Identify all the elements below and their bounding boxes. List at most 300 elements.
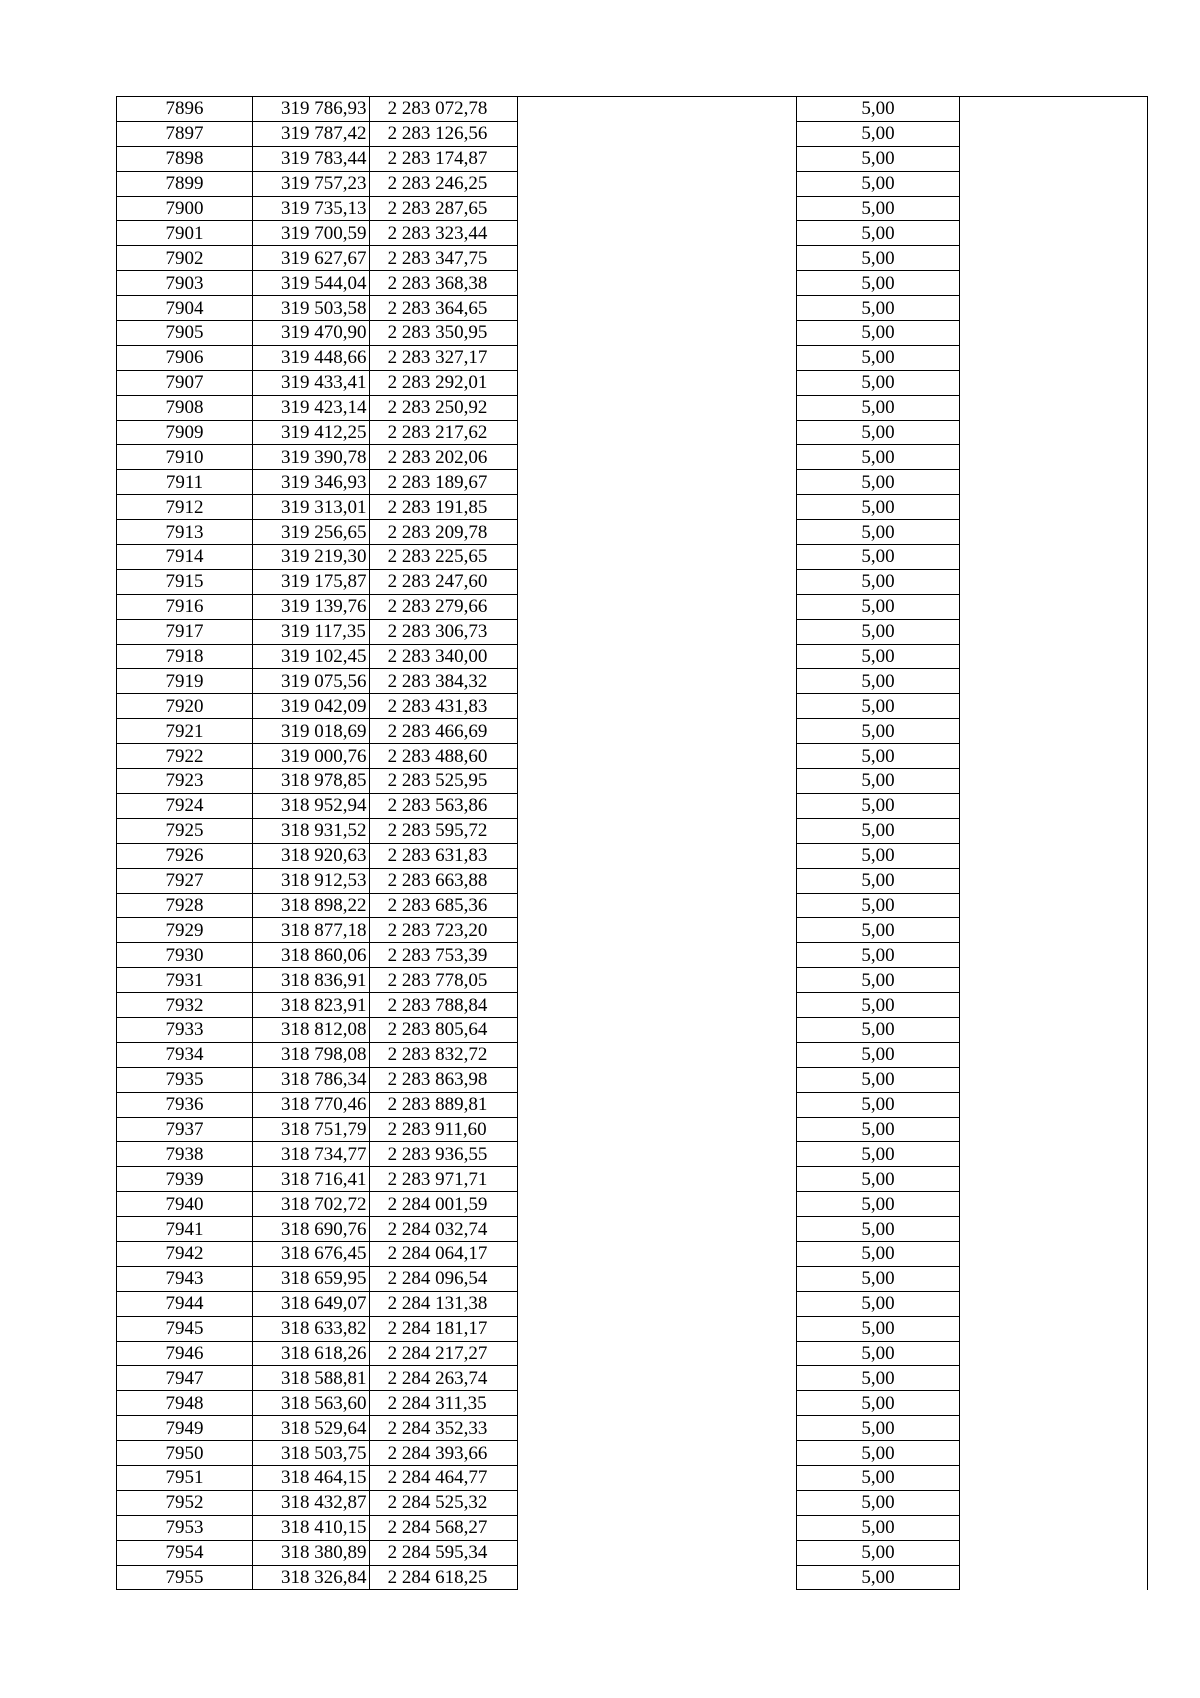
x-coordinate-cell: 318 503,75 (253, 1441, 370, 1466)
x-coordinate-cell: 319 117,35 (253, 619, 370, 644)
notes-cell (959, 1042, 1147, 1067)
y-coordinate-cell: 2 284 064,17 (369, 1241, 517, 1266)
point-number-cell: 7910 (117, 445, 253, 470)
blank-cell (517, 644, 796, 669)
blank-cell (517, 271, 796, 296)
accuracy-cell: 5,00 (797, 1092, 960, 1117)
notes-cell (959, 520, 1147, 545)
blank-cell (517, 495, 796, 520)
blank-cell (517, 1515, 796, 1540)
blank-cell (517, 520, 796, 545)
table-row (117, 1117, 1148, 1142)
table-row (117, 669, 1148, 694)
x-coordinate-cell: 318 836,91 (253, 968, 370, 993)
accuracy-cell: 5,00 (797, 196, 960, 221)
notes-cell (959, 1217, 1147, 1242)
accuracy-cell: 5,00 (797, 669, 960, 694)
table-row (117, 171, 1148, 196)
y-coordinate-cell: 2 283 202,06 (369, 445, 517, 470)
accuracy-cell: 5,00 (797, 1117, 960, 1142)
x-coordinate-cell: 318 380,89 (253, 1540, 370, 1565)
notes-cell (959, 744, 1147, 769)
notes-cell (959, 420, 1147, 445)
x-coordinate-cell: 318 877,18 (253, 918, 370, 943)
x-coordinate-cell: 319 000,76 (253, 744, 370, 769)
notes-cell (959, 1266, 1147, 1291)
accuracy-cell: 5,00 (797, 644, 960, 669)
y-coordinate-cell: 2 283 911,60 (369, 1117, 517, 1142)
notes-cell (959, 569, 1147, 594)
accuracy-cell: 5,00 (797, 843, 960, 868)
table-row (117, 420, 1148, 445)
accuracy-cell: 5,00 (797, 1465, 960, 1490)
point-number-cell: 7933 (117, 1017, 253, 1042)
y-coordinate-cell: 2 284 595,34 (369, 1540, 517, 1565)
accuracy-cell: 5,00 (797, 1341, 960, 1366)
table-row (117, 1441, 1148, 1466)
blank-cell (517, 569, 796, 594)
y-coordinate-cell: 2 284 263,74 (369, 1366, 517, 1391)
accuracy-cell: 5,00 (797, 121, 960, 146)
table-row (117, 1017, 1148, 1042)
x-coordinate-cell: 318 563,60 (253, 1391, 370, 1416)
point-number-cell: 7926 (117, 843, 253, 868)
blank-cell (517, 545, 796, 570)
x-coordinate-cell: 319 175,87 (253, 569, 370, 594)
blank-cell (517, 1291, 796, 1316)
y-coordinate-cell: 2 283 323,44 (369, 221, 517, 246)
y-coordinate-cell: 2 283 292,01 (369, 370, 517, 395)
table-row (117, 1192, 1148, 1217)
notes-cell (959, 470, 1147, 495)
accuracy-cell: 5,00 (797, 345, 960, 370)
x-coordinate-cell: 319 075,56 (253, 669, 370, 694)
table-row (117, 1565, 1148, 1590)
point-number-cell: 7943 (117, 1266, 253, 1291)
x-coordinate-cell: 319 018,69 (253, 719, 370, 744)
table-row (117, 271, 1148, 296)
accuracy-cell: 5,00 (797, 1316, 960, 1341)
x-coordinate-cell: 318 410,15 (253, 1515, 370, 1540)
table-row (117, 644, 1148, 669)
table-row (117, 1042, 1148, 1067)
point-number-cell: 7941 (117, 1217, 253, 1242)
x-coordinate-cell: 318 952,94 (253, 793, 370, 818)
point-number-cell: 7922 (117, 744, 253, 769)
x-coordinate-cell: 318 618,26 (253, 1341, 370, 1366)
point-number-cell: 7940 (117, 1192, 253, 1217)
notes-cell (959, 769, 1147, 794)
y-coordinate-cell: 2 283 250,92 (369, 395, 517, 420)
blank-cell (517, 1416, 796, 1441)
x-coordinate-cell: 318 786,34 (253, 1067, 370, 1092)
notes-cell (959, 1341, 1147, 1366)
notes-cell (959, 918, 1147, 943)
point-number-cell: 7955 (117, 1565, 253, 1590)
blank-cell (517, 370, 796, 395)
x-coordinate-cell: 319 313,01 (253, 495, 370, 520)
y-coordinate-cell: 2 283 246,25 (369, 171, 517, 196)
point-number-cell: 7939 (117, 1167, 253, 1192)
blank-cell (517, 868, 796, 893)
point-number-cell: 7911 (117, 470, 253, 495)
table-row (117, 395, 1148, 420)
blank-cell (517, 769, 796, 794)
table-row (117, 1291, 1148, 1316)
point-number-cell: 7923 (117, 769, 253, 794)
notes-cell (959, 121, 1147, 146)
y-coordinate-cell: 2 283 209,78 (369, 520, 517, 545)
notes-cell (959, 1565, 1147, 1590)
point-number-cell: 7909 (117, 420, 253, 445)
blank-cell (517, 1241, 796, 1266)
notes-cell (959, 1167, 1147, 1192)
y-coordinate-cell: 2 283 631,83 (369, 843, 517, 868)
blank-cell (517, 1441, 796, 1466)
x-coordinate-cell: 318 702,72 (253, 1192, 370, 1217)
accuracy-cell: 5,00 (797, 1366, 960, 1391)
y-coordinate-cell: 2 283 327,17 (369, 345, 517, 370)
accuracy-cell: 5,00 (797, 569, 960, 594)
notes-cell (959, 1416, 1147, 1441)
y-coordinate-cell: 2 283 126,56 (369, 121, 517, 146)
table-row (117, 1391, 1148, 1416)
x-coordinate-cell: 318 529,64 (253, 1416, 370, 1441)
notes-cell (959, 1092, 1147, 1117)
accuracy-cell: 5,00 (797, 1017, 960, 1042)
blank-cell (517, 818, 796, 843)
table-row (117, 520, 1148, 545)
point-number-cell: 7952 (117, 1490, 253, 1515)
notes-cell (959, 1366, 1147, 1391)
table-row (117, 1316, 1148, 1341)
point-number-cell: 7916 (117, 594, 253, 619)
notes-cell (959, 196, 1147, 221)
x-coordinate-cell: 319 787,42 (253, 121, 370, 146)
accuracy-cell: 5,00 (797, 420, 960, 445)
accuracy-cell: 5,00 (797, 1490, 960, 1515)
accuracy-cell: 5,00 (797, 1217, 960, 1242)
notes-cell (959, 1316, 1147, 1341)
accuracy-cell: 5,00 (797, 296, 960, 321)
table-row (117, 968, 1148, 993)
table-row (117, 893, 1148, 918)
table-row (117, 1515, 1148, 1540)
table-row (117, 793, 1148, 818)
x-coordinate-cell: 318 734,77 (253, 1142, 370, 1167)
x-coordinate-cell: 319 433,41 (253, 370, 370, 395)
y-coordinate-cell: 2 283 778,05 (369, 968, 517, 993)
accuracy-cell: 5,00 (797, 1416, 960, 1441)
point-number-cell: 7901 (117, 221, 253, 246)
y-coordinate-cell: 2 283 191,85 (369, 495, 517, 520)
blank-cell (517, 1217, 796, 1242)
point-number-cell: 7934 (117, 1042, 253, 1067)
blank-cell (517, 1017, 796, 1042)
blank-cell (517, 296, 796, 321)
point-number-cell: 7948 (117, 1391, 253, 1416)
point-number-cell: 7944 (117, 1291, 253, 1316)
blank-cell (517, 893, 796, 918)
x-coordinate-cell: 318 326,84 (253, 1565, 370, 1590)
blank-cell (517, 843, 796, 868)
x-coordinate-cell: 319 256,65 (253, 520, 370, 545)
notes-cell (959, 619, 1147, 644)
point-number-cell: 7945 (117, 1316, 253, 1341)
x-coordinate-cell: 318 649,07 (253, 1291, 370, 1316)
notes-cell (959, 868, 1147, 893)
x-coordinate-cell: 318 912,53 (253, 868, 370, 893)
notes-cell (959, 968, 1147, 993)
point-number-cell: 7931 (117, 968, 253, 993)
point-number-cell: 7927 (117, 868, 253, 893)
accuracy-cell: 5,00 (797, 271, 960, 296)
blank-cell (517, 993, 796, 1018)
blank-cell (517, 146, 796, 171)
x-coordinate-cell: 319 139,76 (253, 594, 370, 619)
point-number-cell: 7929 (117, 918, 253, 943)
notes-cell (959, 271, 1147, 296)
notes-cell (959, 893, 1147, 918)
y-coordinate-cell: 2 283 685,36 (369, 893, 517, 918)
blank-cell (517, 1465, 796, 1490)
accuracy-cell: 5,00 (797, 545, 960, 570)
y-coordinate-cell: 2 283 225,65 (369, 545, 517, 570)
blank-cell (517, 943, 796, 968)
table-row (117, 993, 1148, 1018)
y-coordinate-cell: 2 283 753,39 (369, 943, 517, 968)
y-coordinate-cell: 2 284 311,35 (369, 1391, 517, 1416)
table-row (117, 370, 1148, 395)
table-row (117, 97, 1148, 122)
point-number-cell: 7954 (117, 1540, 253, 1565)
blank-cell (517, 719, 796, 744)
point-number-cell: 7930 (117, 943, 253, 968)
accuracy-cell: 5,00 (797, 171, 960, 196)
table-row (117, 1341, 1148, 1366)
notes-cell (959, 719, 1147, 744)
blank-cell (517, 694, 796, 719)
notes-cell (959, 943, 1147, 968)
accuracy-cell: 5,00 (797, 1441, 960, 1466)
point-number-cell: 7900 (117, 196, 253, 221)
x-coordinate-cell: 319 544,04 (253, 271, 370, 296)
accuracy-cell: 5,00 (797, 97, 960, 122)
y-coordinate-cell: 2 283 863,98 (369, 1067, 517, 1092)
x-coordinate-cell: 319 423,14 (253, 395, 370, 420)
x-coordinate-cell: 318 770,46 (253, 1092, 370, 1117)
point-number-cell: 7908 (117, 395, 253, 420)
notes-cell (959, 1067, 1147, 1092)
accuracy-cell: 5,00 (797, 1515, 960, 1540)
x-coordinate-cell: 319 783,44 (253, 146, 370, 171)
point-number-cell: 7946 (117, 1341, 253, 1366)
table-row (117, 719, 1148, 744)
x-coordinate-cell: 318 659,95 (253, 1266, 370, 1291)
coordinates-table (116, 96, 1148, 1590)
x-coordinate-cell: 318 464,15 (253, 1465, 370, 1490)
table-row (117, 594, 1148, 619)
table-row (117, 470, 1148, 495)
notes-cell (959, 545, 1147, 570)
table-row (117, 296, 1148, 321)
accuracy-cell: 5,00 (797, 1266, 960, 1291)
blank-cell (517, 1366, 796, 1391)
table-row (117, 569, 1148, 594)
accuracy-cell: 5,00 (797, 918, 960, 943)
blank-cell (517, 1192, 796, 1217)
accuracy-cell: 5,00 (797, 694, 960, 719)
accuracy-cell: 5,00 (797, 221, 960, 246)
blank-cell (517, 1490, 796, 1515)
accuracy-cell: 5,00 (797, 1192, 960, 1217)
x-coordinate-cell: 318 931,52 (253, 818, 370, 843)
notes-cell (959, 171, 1147, 196)
point-number-cell: 7907 (117, 370, 253, 395)
table-row (117, 744, 1148, 769)
x-coordinate-cell: 318 716,41 (253, 1167, 370, 1192)
y-coordinate-cell: 2 284 464,77 (369, 1465, 517, 1490)
y-coordinate-cell: 2 283 350,95 (369, 321, 517, 346)
notes-cell (959, 1291, 1147, 1316)
y-coordinate-cell: 2 283 788,84 (369, 993, 517, 1018)
x-coordinate-cell: 319 757,23 (253, 171, 370, 196)
y-coordinate-cell: 2 283 723,20 (369, 918, 517, 943)
table-row (117, 445, 1148, 470)
y-coordinate-cell: 2 284 525,32 (369, 1490, 517, 1515)
notes-cell (959, 146, 1147, 171)
accuracy-cell: 5,00 (797, 395, 960, 420)
x-coordinate-cell: 318 898,22 (253, 893, 370, 918)
y-coordinate-cell: 2 284 181,17 (369, 1316, 517, 1341)
x-coordinate-cell: 318 860,06 (253, 943, 370, 968)
point-number-cell: 7913 (117, 520, 253, 545)
x-coordinate-cell: 318 812,08 (253, 1017, 370, 1042)
y-coordinate-cell: 2 284 217,27 (369, 1341, 517, 1366)
point-number-cell: 7896 (117, 97, 253, 122)
table-row (117, 943, 1148, 968)
accuracy-cell: 5,00 (797, 470, 960, 495)
blank-cell (517, 395, 796, 420)
accuracy-cell: 5,00 (797, 1241, 960, 1266)
table-row (117, 221, 1148, 246)
blank-cell (517, 445, 796, 470)
y-coordinate-cell: 2 283 368,38 (369, 271, 517, 296)
point-number-cell: 7912 (117, 495, 253, 520)
table-row (117, 918, 1148, 943)
notes-cell (959, 1017, 1147, 1042)
y-coordinate-cell: 2 284 568,27 (369, 1515, 517, 1540)
blank-cell (517, 1167, 796, 1192)
accuracy-cell: 5,00 (797, 495, 960, 520)
accuracy-cell: 5,00 (797, 868, 960, 893)
y-coordinate-cell: 2 283 384,32 (369, 669, 517, 694)
x-coordinate-cell: 319 627,67 (253, 246, 370, 271)
y-coordinate-cell: 2 283 889,81 (369, 1092, 517, 1117)
point-number-cell: 7906 (117, 345, 253, 370)
blank-cell (517, 918, 796, 943)
point-number-cell: 7898 (117, 146, 253, 171)
notes-cell (959, 246, 1147, 271)
y-coordinate-cell: 2 284 618,25 (369, 1565, 517, 1590)
table-row (117, 619, 1148, 644)
y-coordinate-cell: 2 283 971,71 (369, 1167, 517, 1192)
blank-cell (517, 171, 796, 196)
point-number-cell: 7917 (117, 619, 253, 644)
blank-cell (517, 1142, 796, 1167)
x-coordinate-cell: 319 448,66 (253, 345, 370, 370)
accuracy-cell: 5,00 (797, 793, 960, 818)
table-row (117, 818, 1148, 843)
blank-cell (517, 968, 796, 993)
blank-cell (517, 196, 796, 221)
y-coordinate-cell: 2 283 488,60 (369, 744, 517, 769)
x-coordinate-cell: 319 470,90 (253, 321, 370, 346)
blank-cell (517, 1117, 796, 1142)
x-coordinate-cell: 319 102,45 (253, 644, 370, 669)
y-coordinate-cell: 2 284 001,59 (369, 1192, 517, 1217)
x-coordinate-cell: 319 390,78 (253, 445, 370, 470)
x-coordinate-cell: 319 700,59 (253, 221, 370, 246)
blank-cell (517, 97, 796, 122)
point-number-cell: 7951 (117, 1465, 253, 1490)
table-row (117, 1540, 1148, 1565)
notes-cell (959, 1192, 1147, 1217)
accuracy-cell: 5,00 (797, 1067, 960, 1092)
y-coordinate-cell: 2 283 174,87 (369, 146, 517, 171)
x-coordinate-cell: 319 412,25 (253, 420, 370, 445)
blank-cell (517, 221, 796, 246)
accuracy-cell: 5,00 (797, 1540, 960, 1565)
notes-cell (959, 1540, 1147, 1565)
blank-cell (517, 121, 796, 146)
y-coordinate-cell: 2 283 466,69 (369, 719, 517, 744)
point-number-cell: 7920 (117, 694, 253, 719)
x-coordinate-cell: 319 786,93 (253, 97, 370, 122)
notes-cell (959, 321, 1147, 346)
notes-cell (959, 1241, 1147, 1266)
notes-cell (959, 1117, 1147, 1142)
x-coordinate-cell: 318 588,81 (253, 1366, 370, 1391)
notes-cell (959, 495, 1147, 520)
point-number-cell: 7902 (117, 246, 253, 271)
table-row (117, 345, 1148, 370)
y-coordinate-cell: 2 283 189,67 (369, 470, 517, 495)
notes-cell (959, 644, 1147, 669)
table-row (117, 1416, 1148, 1441)
y-coordinate-cell: 2 283 525,95 (369, 769, 517, 794)
point-number-cell: 7949 (117, 1416, 253, 1441)
point-number-cell: 7918 (117, 644, 253, 669)
accuracy-cell: 5,00 (797, 246, 960, 271)
blank-cell (517, 793, 796, 818)
y-coordinate-cell: 2 284 096,54 (369, 1266, 517, 1291)
notes-cell (959, 1515, 1147, 1540)
point-number-cell: 7924 (117, 793, 253, 818)
accuracy-cell: 5,00 (797, 1565, 960, 1590)
y-coordinate-cell: 2 283 340,00 (369, 644, 517, 669)
notes-cell (959, 395, 1147, 420)
blank-cell (517, 420, 796, 445)
blank-cell (517, 1067, 796, 1092)
accuracy-cell: 5,00 (797, 719, 960, 744)
y-coordinate-cell: 2 283 287,65 (369, 196, 517, 221)
blank-cell (517, 1341, 796, 1366)
table-row (117, 146, 1148, 171)
accuracy-cell: 5,00 (797, 370, 960, 395)
table-row (117, 321, 1148, 346)
notes-cell (959, 221, 1147, 246)
